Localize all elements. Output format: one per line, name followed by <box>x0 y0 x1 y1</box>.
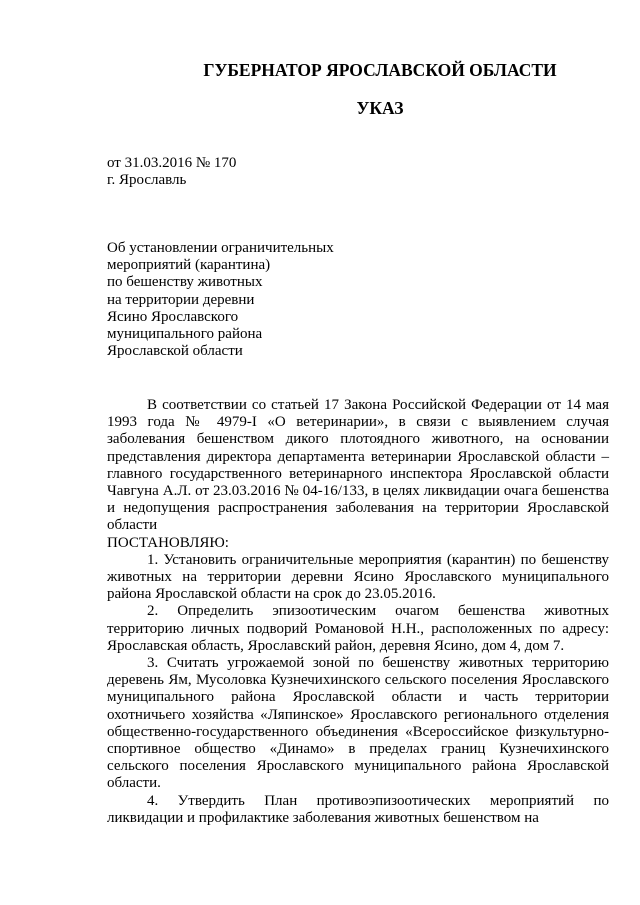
subject-line: Ясино Ярославского <box>107 308 239 325</box>
city: г. Ярославль <box>107 172 187 189</box>
document-type-heading: УКАЗ <box>356 98 404 118</box>
subject-line: муниципального района <box>107 326 263 343</box>
decree-item: 3. Считать угрожаемой зоной по бешенству животных территорию деревень Ям, Мусоловка Кузнечихинского сельского поселения Ярославского муниципального района Ярославской области и часть территории охотничьего хозяйства «Ляпинское» Ярославского регионального отделения общественно-государственного объединения «Всероссийское физкультурно-спортивное общество «Динамо» в пределах границ Кузнечихинского сельского поселения Ярославского муниципального района Ярославской области. <box>107 655 609 792</box>
issuing-authority-heading: ГУБЕРНАТОР ЯРОСЛАВСКОЙ ОБЛАСТИ <box>203 60 557 80</box>
subject-line: по бешенству животных <box>107 274 263 291</box>
decree-item: 2. Определить эпизоотическим очагом бешенства животных территорию личных подворий Романовой Н.Н., расположенных по адресу: Ярославская область, Ярославский район, деревня Ясино, дом 4, дом 7. <box>107 603 609 654</box>
document-body <box>107 397 609 827</box>
document-subject <box>107 240 334 360</box>
subject-line: Об установлении ограничительных <box>107 240 334 256</box>
resolve-heading: ПОСТАНОВЛЯЮ: <box>107 534 229 551</box>
document-meta <box>107 155 236 189</box>
subject-line: на территории деревни <box>107 291 255 308</box>
subject-line: мероприятий (карантина) <box>107 257 271 274</box>
preamble-paragraph: В соответствии со статьей 17 Закона Российской Федерации от 14 мая 1993 года № 4979-I «О ветеринарии», в связи с выявлением случая заболевания бешенством дикого плотоядного животного, на основании представления директора департамента ветеринарии Ярославской области – главного государственного ветеринарного инспектора Ярославской области Чавгуна А.Л. от 23.03.2016 № 04-16/133, в целях ликвидации очага бешенства и недопущения распространения заболевания на территории Ярославской области <box>107 397 609 534</box>
decree-item: 4. Утвердить План противоэпизоотических мероприятий по ликвидации и профилактике заболевания животных бешенством на <box>107 792 609 826</box>
subject-line: Ярославской области <box>107 343 243 360</box>
decree-item: 1. Установить ограничительные мероприятия (карантин) по бешенству животных на территории деревни Ясино Ярославского муниципального района Ярославской области на срок до 23.05.2016. <box>107 551 609 603</box>
date-number: от 31.03.2016 № 170 <box>107 155 237 171</box>
